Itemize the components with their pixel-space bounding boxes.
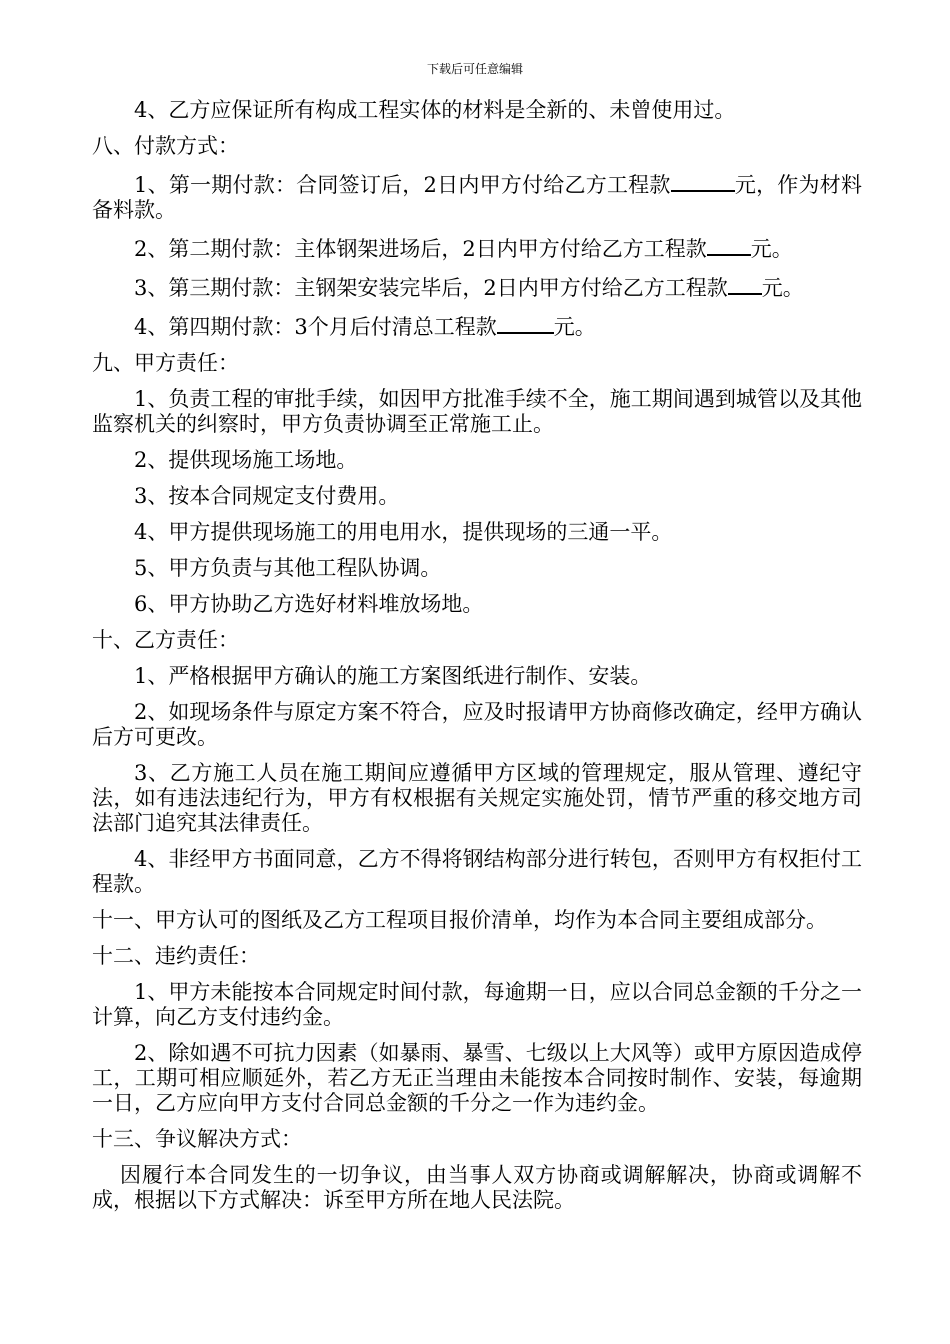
payment-item-3-tail: 元。 <box>761 276 804 300</box>
payment-item-3-text: 3、第三期付款：主钢架安装完毕后，2日内甲方付给乙方工程款 <box>134 276 728 300</box>
section-11: 十一、甲方认可的图纸及乙方工程项目报价清单，均作为本合同主要组成部分。 <box>92 908 827 932</box>
section-13-heading: 十三、争议解决方式： <box>92 1127 302 1151</box>
party-b-duty-3: 3、乙方施工人员在施工期间应遵循甲方区域的管理规定，服从管理、遵纪守法，如有违法违纪行为，甲方有权根据有关规定实施处罚，情节严重的移交地方司法部门追究其法律责任。 <box>92 761 862 835</box>
party-a-duty-4: 4、甲方提供现场施工的用电用水，提供现场的三通一平。 <box>134 520 673 544</box>
payment-item-4-tail: 元。 <box>553 315 596 339</box>
payment-item-4 <box>92 312 862 340</box>
dispute-resolution-text: 因履行本合同发生的一切争议，由当事人双方协商或调解解决，协商或调解不成，根据以下方式解决：诉至甲方所在地人民法院。 <box>92 1163 862 1212</box>
section-12-heading: 十二、违约责任： <box>92 944 260 968</box>
payment-item-4-text: 4、第四期付款：3个月后付清总工程款 <box>134 315 497 339</box>
party-a-duty-6: 6、甲方协助乙方选好材料堆放场地。 <box>134 592 484 616</box>
section-10-heading: 十、乙方责任： <box>92 628 239 652</box>
party-b-duty-1: 1、严格根据甲方确认的施工方案图纸进行制作、安装。 <box>134 664 652 688</box>
payment-item-1-text: 1、第一期付款：合同签订后，2日内甲方付给乙方工程款 <box>134 173 671 197</box>
section-8-heading: 八、付款方式： <box>92 134 239 158</box>
payment-item-1 <box>92 170 862 223</box>
page-header: 下载后可任意编辑 <box>426 62 523 76</box>
payment-item-2-tail: 元。 <box>750 237 793 261</box>
amount-blank-1 <box>671 170 735 192</box>
payment-item-3 <box>92 273 862 301</box>
breach-item-2: 2、除如遇不可抗力因素（如暴雨、暴雪、七级以上大风等）或甲方原因造成停工，工期可相应顺延外，若乙方无正当理由未能按本合同按时制作、安装，每逾期一日，乙方应向甲方支付合同总金额的千分之一作为违约金。 <box>92 1041 862 1115</box>
amount-blank-3 <box>728 273 762 295</box>
payment-item-1-tail: 元，作为材料备料款。 <box>92 173 862 222</box>
party-a-duty-1: 1、负责工程的审批手续，如因甲方批准手续不全，施工期间遇到城管以及其他监察机关的纠察时，甲方负责协调至正常施工止。 <box>92 387 862 436</box>
party-b-duty-4: 4、非经甲方书面同意，乙方不得将钢结构部分进行转包，否则甲方有权拒付工程款。 <box>92 847 862 896</box>
payment-item-2-text: 2、第二期付款：主体钢架进场后，2日内甲方付给乙方工程款 <box>134 237 707 261</box>
section-9-heading: 九、甲方责任： <box>92 351 239 375</box>
party-a-duty-5: 5、甲方负责与其他工程队协调。 <box>134 556 442 580</box>
party-b-duty-2: 2、如现场条件与原定方案不符合，应及时报请甲方协商修改确定，经甲方确认后方可更改。 <box>92 700 862 749</box>
amount-blank-2 <box>707 234 751 256</box>
breach-item-1: 1、甲方未能按本合同规定时间付款，每逾期一日，应以合同总金额的千分之一计算，向乙方支付违约金。 <box>92 980 862 1029</box>
party-a-duty-3: 3、按本合同规定支付费用。 <box>134 484 400 508</box>
document-body <box>92 98 862 1213</box>
payment-item-2 <box>92 234 862 262</box>
party-a-duty-2: 2、提供现场施工场地。 <box>134 448 358 472</box>
clause-7-item-4: 4、乙方应保证所有构成工程实体的材料是全新的、未曾使用过。 <box>134 98 736 122</box>
amount-blank-4 <box>497 312 554 334</box>
